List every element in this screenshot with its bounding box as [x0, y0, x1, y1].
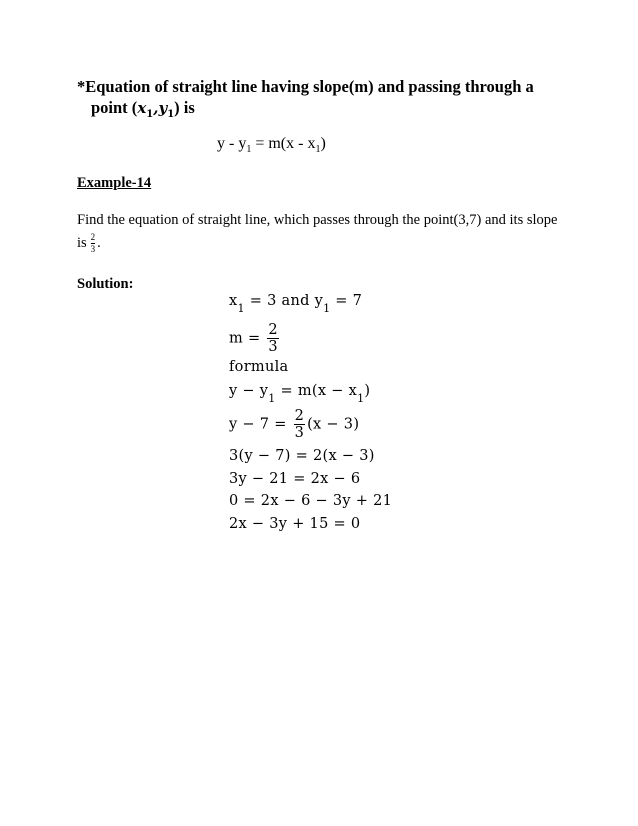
problem-line-2-prefix: is: [77, 234, 87, 251]
solution-label: Solution:: [77, 276, 134, 292]
step4-middle: = m(x − x: [275, 383, 358, 399]
solution-step-4: [229, 383, 371, 405]
step5-numerator: 2: [294, 408, 305, 424]
formula-rhs-subscript: 1: [315, 144, 321, 156]
point-x: x: [137, 99, 147, 117]
point-slope-formula: [217, 135, 326, 155]
solution-step-1: [229, 293, 363, 315]
step5-denominator: 3: [294, 425, 305, 441]
step4-lhs: y − y: [229, 383, 269, 399]
step5-rhs: (x − 3): [307, 416, 360, 433]
formula-lhs: y - y: [217, 135, 247, 152]
solution-step-3: formula: [229, 359, 289, 375]
solution-step-6: 3(y − 7) = 2(x − 3): [229, 448, 375, 464]
point-separator: ,: [153, 99, 159, 117]
slope-numerator: 2: [90, 232, 96, 242]
point-y-subscript: 1: [167, 109, 175, 120]
heading-point-math: [137, 99, 175, 120]
heading-line-2: [91, 98, 195, 125]
problem-line-2: [77, 233, 101, 254]
step2-fraction: [267, 322, 279, 355]
solution-step-7: 3y − 21 = 2x − 6: [229, 471, 361, 487]
step4-end: ): [364, 383, 371, 399]
step1-end: = 7: [330, 293, 363, 309]
solution-step-2: [229, 322, 281, 355]
step1-y-subscript: 1: [323, 301, 331, 315]
step5-fraction: [294, 408, 306, 441]
slope-fraction: [91, 233, 96, 254]
step5-lhs: y − 7 =: [229, 416, 292, 433]
formula-rhs-end: ): [320, 135, 326, 152]
formula-lhs-subscript: 1: [246, 144, 252, 156]
solution-step-5: [229, 408, 359, 441]
step2-lhs: m =: [229, 330, 266, 347]
heading-point-prefix: point (: [91, 98, 138, 117]
step4-lhs-subscript: 1: [268, 391, 276, 405]
point-x-subscript: 1: [146, 109, 154, 120]
step2-numerator: 2: [268, 322, 278, 338]
point-y: y: [158, 99, 168, 117]
step1-middle: = 3 and y: [244, 293, 324, 309]
heading-line-1: *Equation of straight line having slope(m) and passing through a: [77, 77, 534, 96]
problem-line-2-suffix: .: [97, 234, 101, 251]
solution-step-8: 0 = 2x − 6 − 3y + 21: [229, 493, 393, 509]
formula-rhs: = m(x - x: [251, 135, 316, 152]
step4-x-subscript: 1: [357, 391, 365, 405]
heading-point-suffix: ) is: [174, 98, 195, 117]
problem-line-1: Find the equation of straight line, which passes through the point(3,7) and its slope: [77, 212, 558, 228]
step1-x-subscript: 1: [237, 301, 245, 315]
step1-x: x: [229, 293, 238, 309]
solution-step-9: 2x − 3y + 15 = 0: [229, 516, 361, 532]
slope-denominator: 3: [90, 244, 96, 254]
step2-denominator: 3: [268, 339, 278, 355]
example-title: Example-14: [77, 175, 152, 191]
